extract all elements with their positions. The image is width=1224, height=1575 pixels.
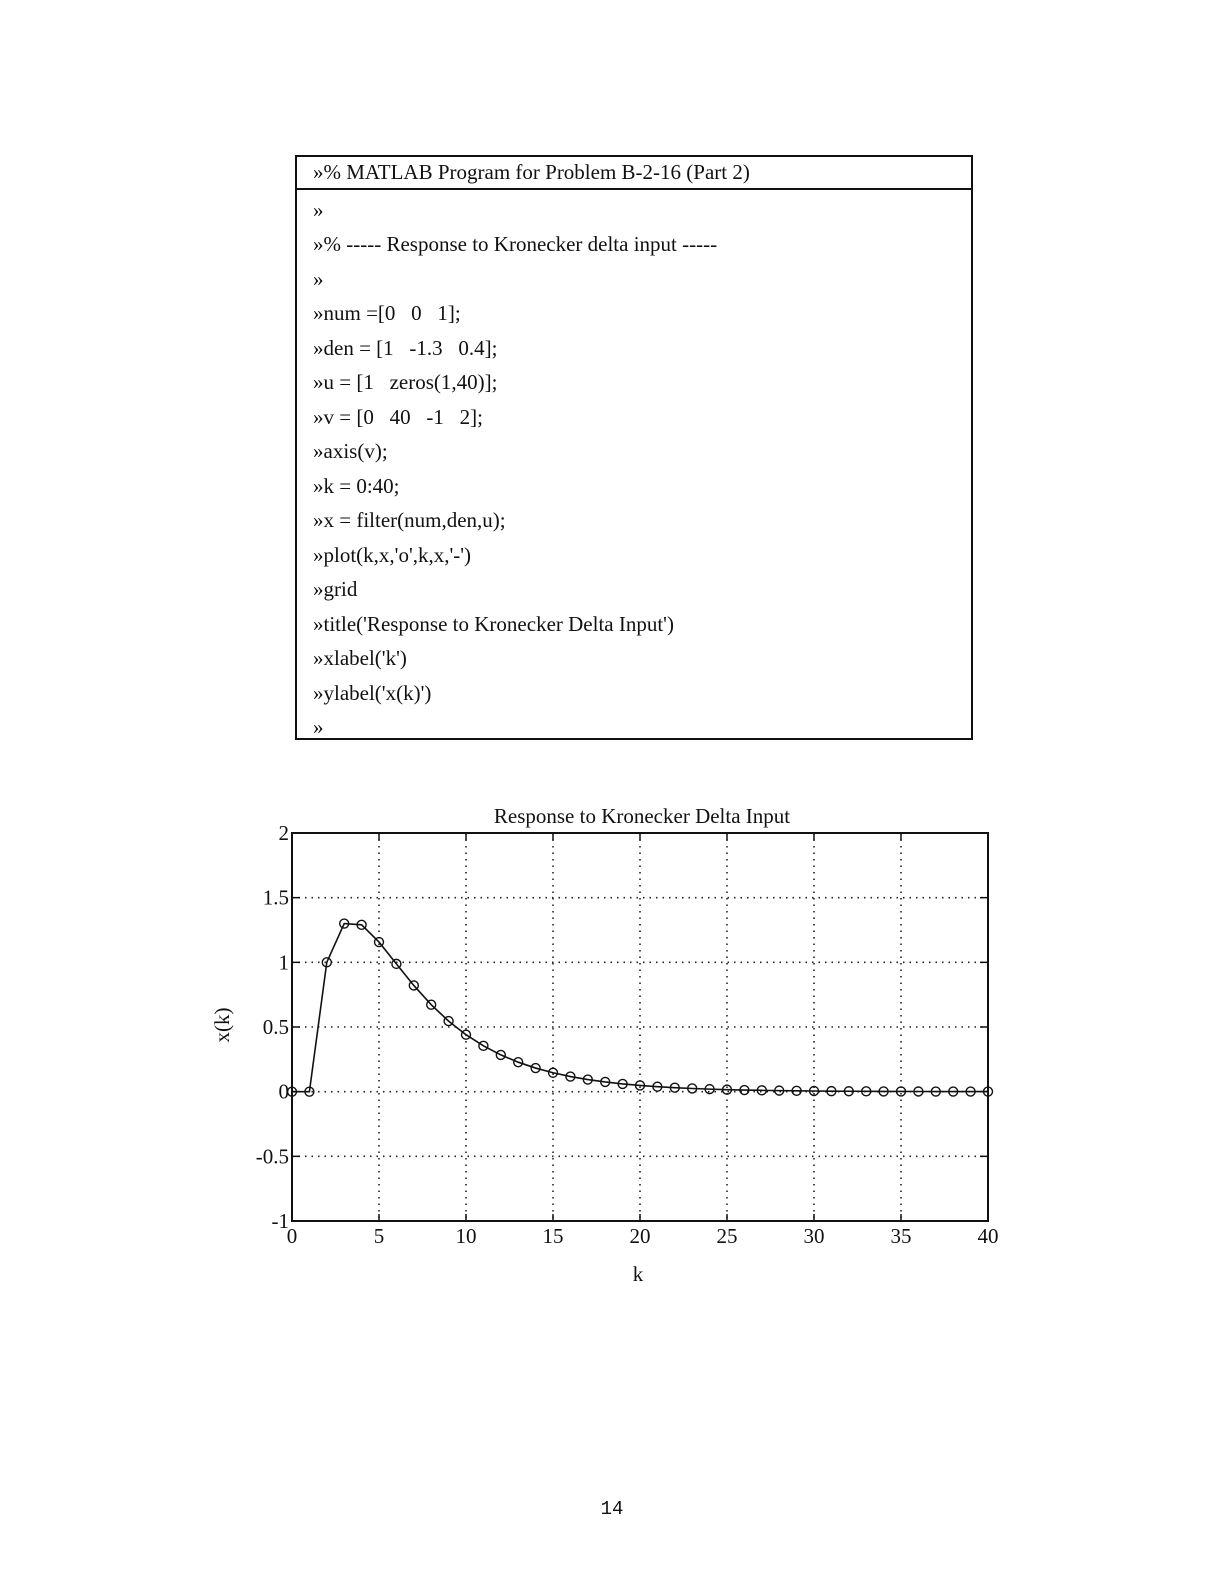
y-tick-label: 1.5 [262, 885, 289, 910]
x-tick-label: 25 [716, 1224, 738, 1248]
code-line: »v = [0 40 -1 2]; [313, 405, 483, 429]
data-point [583, 1075, 592, 1084]
x-tick-label: 20 [629, 1224, 651, 1248]
data-point [879, 1087, 888, 1096]
y-tick-label: 2 [278, 821, 289, 845]
data-point [322, 958, 331, 967]
code-line: »grid [313, 577, 358, 601]
code-line: »plot(k,x,'o',k,x,'-') [313, 543, 472, 567]
data-point [740, 1086, 749, 1095]
data-point [984, 1087, 993, 1096]
data-point [496, 1050, 505, 1059]
data-point [479, 1041, 488, 1050]
data-point [723, 1085, 732, 1094]
grid-layer [292, 833, 988, 1221]
data-point [566, 1072, 575, 1081]
data-point [409, 981, 418, 990]
x-tick-label: 0 [286, 1224, 298, 1248]
data-point [862, 1087, 871, 1096]
code-line: »num =[0 0 1]; [313, 301, 461, 325]
data-point [549, 1068, 558, 1077]
x-tick-label: 10 [455, 1224, 477, 1248]
x-axis-label: k [632, 1262, 644, 1286]
y-tick-label: 0.5 [262, 1015, 289, 1039]
code-line: » [313, 267, 324, 291]
data-point [601, 1077, 610, 1086]
data-point [340, 919, 349, 928]
x-tick-label: 15 [542, 1224, 564, 1248]
chart-title: Response to Kronecker Delta Input [493, 804, 791, 828]
y-tick-label: -1 [271, 1209, 289, 1233]
code-line: »den = [1 -1.3 0.4]; [313, 336, 498, 360]
data-point [288, 1087, 297, 1096]
y-tick-label: 0 [278, 1079, 289, 1104]
plot-frame [292, 833, 988, 1221]
code-line: »u = [1 zeros(1,40)]; [313, 370, 498, 394]
data-point [653, 1082, 662, 1091]
data-point [827, 1087, 836, 1096]
data-point [462, 1030, 471, 1039]
code-line: »x = filter(num,den,u); [313, 508, 506, 532]
data-point [897, 1087, 906, 1096]
code-line: » [313, 198, 324, 222]
code-line: »k = 0:40; [313, 474, 400, 498]
y-tick-label: 1 [278, 950, 289, 975]
code-line: » [313, 715, 324, 739]
data-point [305, 1087, 314, 1096]
data-point [775, 1086, 784, 1095]
matlab-code-box [295, 155, 973, 740]
page-number: 14 [600, 1498, 624, 1520]
code-header: »% MATLAB Program for Problem B-2-16 (Part 2) [297, 157, 971, 190]
data-point [688, 1084, 697, 1093]
x-tick-label: 40 [977, 1224, 999, 1248]
data-point [670, 1083, 679, 1092]
data-point [949, 1087, 958, 1096]
data-point [792, 1086, 801, 1095]
data-point [392, 959, 401, 968]
y-axis-label: x(k) [210, 1007, 234, 1043]
data-point [531, 1064, 540, 1073]
data-point [844, 1087, 853, 1096]
code-line: »xlabel('k') [313, 646, 407, 670]
data-point [618, 1079, 627, 1088]
y-tick-label: -0.5 [255, 1144, 289, 1169]
series-line [292, 924, 988, 1092]
data-point [757, 1086, 766, 1095]
data-point [357, 920, 366, 929]
code-line: »axis(v); [313, 439, 388, 463]
data-point [931, 1087, 940, 1096]
data-point [914, 1087, 923, 1096]
x-tick-label: 35 [890, 1224, 912, 1248]
data-point [705, 1085, 714, 1094]
data-point [375, 938, 384, 947]
code-line: »title('Response to Kronecker Delta Input') [313, 612, 674, 636]
x-tick-label: 30 [803, 1224, 825, 1248]
x-tick-label: 5 [373, 1224, 385, 1248]
tick-layer [256, 821, 999, 1248]
data-point [966, 1087, 975, 1096]
data-point [444, 1017, 453, 1026]
code-line: »% ----- Response to Kronecker delta input ----- [313, 232, 718, 256]
code-line: »ylabel('x(k)') [313, 681, 432, 705]
data-point [427, 1000, 436, 1009]
series-layer [288, 919, 993, 1096]
data-point [810, 1086, 819, 1095]
data-point [514, 1058, 523, 1067]
data-point [636, 1081, 645, 1090]
